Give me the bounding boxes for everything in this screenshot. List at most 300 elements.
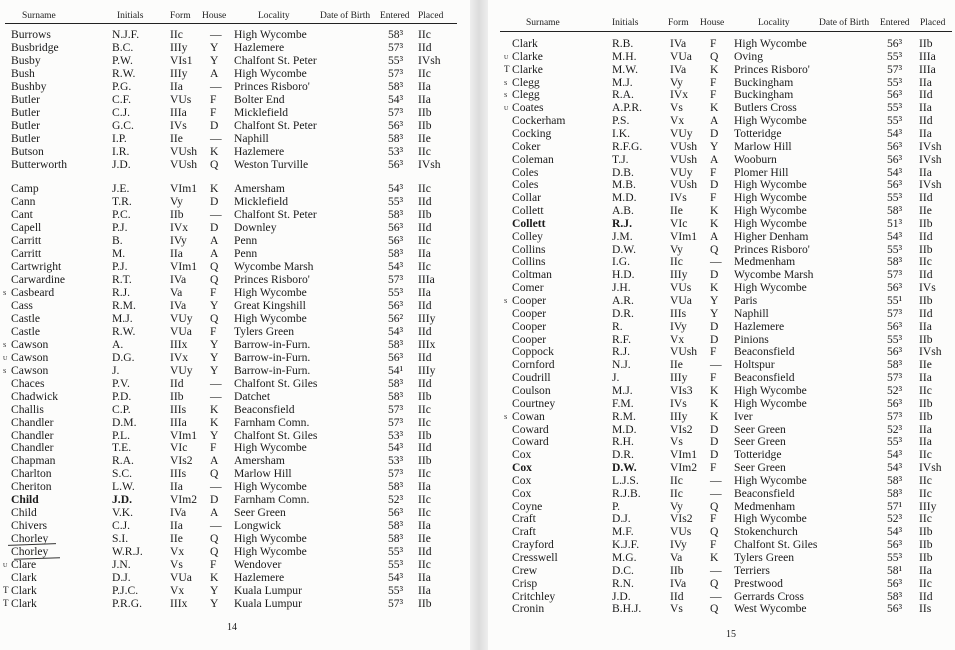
surname-cell: Child	[11, 493, 39, 507]
form-cell: VUy	[170, 311, 193, 325]
placed-cell: IVsh	[919, 461, 942, 475]
form-cell: IVy	[170, 234, 187, 248]
house-cell: D	[710, 319, 719, 333]
placed-cell: IIc	[418, 506, 431, 520]
register-row	[488, 410, 955, 423]
entered-cell: 57³	[388, 66, 404, 80]
register-row	[0, 106, 470, 119]
locality-cell: Buckingham	[734, 75, 794, 89]
initials-cell: D.R.	[612, 448, 634, 462]
surname-cell: Clarke	[512, 49, 543, 63]
initials-cell: D.C.	[612, 563, 634, 577]
register-row	[488, 512, 955, 525]
register-row	[488, 255, 955, 268]
house-cell: A	[210, 454, 219, 468]
initials-cell: M.J.	[112, 311, 133, 325]
surname-cell: Collins	[512, 242, 546, 256]
locality-cell: High Wycombe	[234, 311, 307, 325]
surname-cell: Chandler	[11, 441, 54, 455]
placed-cell: IVsh	[919, 178, 942, 192]
register-row	[0, 532, 470, 545]
placed-cell: IIb	[418, 428, 432, 442]
locality-cell: Seer Green	[734, 435, 786, 449]
form-cell: VIm1	[670, 229, 698, 243]
register-row	[0, 545, 470, 558]
locality-cell: High Wycombe	[734, 114, 807, 128]
locality-cell: Seer Green	[734, 461, 786, 475]
locality-cell: Gerrards Cross	[734, 589, 804, 603]
header-house: House	[202, 11, 227, 21]
initials-cell: P.C.	[112, 208, 131, 222]
form-cell: Vx	[670, 114, 685, 128]
register-row	[0, 234, 470, 247]
house-cell: Q	[710, 525, 719, 539]
initials-cell: S.I.	[112, 532, 129, 546]
form-cell: Vs	[670, 435, 683, 449]
header-house: House	[700, 18, 725, 28]
locality-cell: Chalfont St. Peter	[234, 118, 317, 132]
initials-cell: F.M.	[612, 396, 634, 410]
placed-cell: IIa	[418, 519, 431, 533]
register-row	[488, 500, 955, 513]
form-cell: IVy	[670, 538, 687, 552]
placed-cell: IId	[919, 88, 933, 102]
register-row	[488, 333, 955, 346]
placed-cell: IIb	[919, 551, 933, 564]
initials-cell: R.J.	[612, 216, 632, 230]
house-cell: Y	[210, 363, 219, 377]
placed-cell: IVsh	[418, 157, 441, 171]
entered-cell: 57³	[887, 409, 903, 423]
placed-cell: IId	[919, 191, 933, 205]
register-row	[488, 178, 955, 191]
locality-cell: Terriers	[734, 563, 770, 577]
surname-cell: Cornford	[512, 358, 555, 372]
house-cell: Y	[710, 306, 719, 320]
surname-cell: Cresswell	[512, 551, 558, 564]
locality-cell: Tylers Green	[734, 551, 795, 564]
register-row	[0, 41, 470, 54]
locality-cell: High Wycombe	[734, 473, 807, 487]
house-cell: —	[710, 486, 722, 500]
register-row	[488, 474, 955, 487]
placed-cell: IIc	[919, 486, 932, 500]
initials-cell: G.C.	[112, 118, 134, 132]
register-row	[488, 602, 955, 615]
entered-cell: 56³	[388, 118, 404, 132]
initials-cell: R.N.	[612, 576, 634, 590]
header-form: Form	[668, 18, 689, 28]
register-row	[488, 76, 955, 89]
entered-cell: 55³	[887, 435, 903, 449]
initials-cell: M.W.	[612, 62, 638, 76]
form-cell: VIs2	[170, 454, 193, 468]
house-cell: Y	[210, 350, 219, 364]
initials-cell: J.E.	[112, 182, 130, 196]
surname-cell: Castle	[11, 311, 40, 325]
register-row	[0, 260, 470, 273]
register-row	[0, 158, 470, 171]
locality-cell: High Wycombe	[734, 191, 807, 205]
surname-cell: Butler	[11, 105, 40, 119]
initials-cell: R.B.	[612, 37, 634, 50]
placed-cell: IVsh	[919, 139, 942, 153]
initials-cell: R.F.G.	[612, 139, 643, 153]
form-cell: VUs	[670, 281, 692, 295]
locality-cell: Amersham	[234, 454, 285, 468]
entered-cell: 53³	[388, 428, 404, 442]
initials-cell: L.J.S.	[612, 473, 639, 487]
locality-cell: Amersham	[234, 182, 285, 196]
register-row	[0, 377, 470, 390]
locality-cell: High Wycombe	[734, 512, 807, 526]
house-cell: F	[710, 75, 717, 89]
register-row	[0, 390, 470, 403]
locality-cell: Chalfont St. Giles	[734, 538, 818, 552]
house-cell: —	[710, 563, 722, 577]
register-row	[488, 204, 955, 217]
entered-cell: 55³	[388, 53, 404, 67]
header-locality: Locality	[758, 18, 790, 28]
locality-cell: Plomer Hill	[734, 165, 789, 179]
form-cell: VIm1	[670, 448, 698, 462]
surname-cell: Charlton	[11, 467, 52, 481]
register-row	[488, 230, 955, 243]
locality-cell: Medmenham	[734, 499, 796, 513]
house-cell: —	[710, 358, 722, 372]
house-cell: Q	[210, 311, 219, 325]
locality-cell: Buckingham	[734, 88, 794, 102]
surname-cell: Cox	[512, 448, 532, 462]
placed-cell: IIIy	[919, 499, 937, 513]
register-row	[0, 286, 470, 299]
entered-cell: 58³	[887, 255, 903, 269]
form-cell: VUsh	[170, 144, 198, 158]
locality-cell: Hazlemere	[234, 40, 285, 54]
form-cell: IIe	[170, 532, 183, 546]
locality-cell: Hazlemere	[234, 144, 285, 158]
placed-cell: IIc	[418, 558, 431, 571]
form-cell: IVx	[170, 350, 189, 364]
initials-cell: D.R.	[612, 306, 634, 320]
form-cell: Vs	[170, 558, 183, 571]
entered-cell: 54³	[388, 570, 404, 584]
header-rule	[500, 31, 952, 32]
entered-cell: 54¹	[388, 363, 404, 377]
entered-cell: 58¹	[887, 563, 903, 577]
placed-cell: IIb	[418, 118, 432, 132]
initials-cell: R.T.	[112, 273, 132, 287]
surname-cell: Butterworth	[11, 157, 68, 171]
initials-cell: J.	[112, 363, 120, 377]
surname-cell: Cawson	[11, 337, 49, 351]
locality-cell: Micklefield	[234, 105, 289, 119]
locality-cell: Seer Green	[234, 506, 286, 520]
initials-cell: P.J.C.	[112, 583, 139, 597]
house-cell: F	[710, 88, 717, 102]
register-row	[488, 307, 955, 320]
locality-cell: Stokenchurch	[734, 525, 798, 539]
house-cell: Y	[210, 428, 219, 442]
initials-cell: I.G.	[612, 255, 631, 269]
house-cell: Y	[710, 294, 719, 307]
register-row	[488, 217, 955, 230]
house-cell: —	[710, 255, 722, 269]
book-gutter	[470, 0, 488, 650]
placed-cell: IIc	[919, 255, 932, 269]
initials-cell: R.A.	[612, 88, 634, 102]
locality-cell: Princes Risboro'	[234, 79, 310, 93]
register-row	[0, 221, 470, 234]
form-cell: IId	[670, 589, 684, 603]
entered-cell: 54³	[887, 165, 903, 179]
status-prefix: u	[3, 351, 8, 362]
house-cell: D	[710, 448, 719, 462]
register-row	[0, 28, 470, 41]
form-cell: Vx	[170, 583, 185, 597]
locality-cell: Chalfont St. Peter	[234, 53, 317, 67]
entered-cell: 55³	[388, 195, 404, 209]
locality-cell: Wooburn	[734, 152, 777, 166]
form-cell: VUa	[170, 570, 192, 584]
entered-cell: 54³	[887, 229, 903, 243]
locality-cell: Princes Risboro'	[734, 62, 810, 76]
form-cell: IIIs	[170, 467, 187, 481]
placed-cell: IIa	[418, 286, 431, 300]
placed-cell: IIb	[418, 105, 432, 119]
placed-cell: IIc	[418, 144, 431, 158]
placed-cell: IIb	[919, 538, 933, 552]
entered-cell: 54³	[388, 182, 404, 196]
status-prefix: T	[504, 63, 510, 74]
register-row	[0, 416, 470, 429]
initials-cell: A.B.	[612, 204, 634, 218]
initials-cell: P.S.	[612, 114, 630, 128]
placed-cell: IIa	[919, 165, 932, 179]
register-row	[0, 299, 470, 312]
entered-cell: 55³	[887, 242, 903, 256]
initials-cell: M.H.	[612, 49, 637, 63]
surname-cell: Chorley	[11, 532, 49, 546]
entered-cell: 54³	[388, 441, 404, 455]
entered-cell: 58³	[887, 473, 903, 487]
register-row	[488, 50, 955, 63]
house-cell: K	[210, 402, 219, 416]
house-cell: D	[710, 422, 719, 436]
form-cell: Va	[670, 551, 683, 564]
status-prefix: s	[504, 89, 508, 100]
form-cell: VUy	[670, 126, 693, 140]
house-cell: Q	[210, 260, 219, 274]
form-cell: Vy	[670, 75, 683, 89]
placed-cell: IIc	[418, 28, 431, 41]
house-cell: K	[210, 144, 219, 158]
header-placed: Placed	[920, 18, 946, 28]
form-cell: Va	[170, 286, 183, 300]
form-cell: IIa	[170, 79, 183, 93]
form-cell: Vs	[670, 101, 683, 115]
header-dob: Date of Birth	[819, 18, 870, 28]
house-cell: —	[710, 589, 722, 603]
entered-cell: 57³	[887, 62, 903, 76]
house-cell: A	[210, 66, 219, 80]
house-cell: D	[210, 195, 219, 209]
placed-cell: IIb	[919, 396, 933, 410]
surname-cell: Chandler	[11, 415, 54, 429]
placed-cell: IIb	[418, 454, 432, 468]
entered-cell: 56³	[887, 602, 903, 616]
register-row	[488, 88, 955, 101]
placed-cell: IIIa	[919, 49, 936, 63]
form-cell: IVa	[670, 62, 687, 76]
locality-cell: Higher Denham	[734, 229, 809, 243]
form-cell: IIIx	[170, 337, 188, 351]
header-entered: Entered	[380, 11, 410, 21]
locality-cell: Beaconsfield	[734, 371, 795, 385]
surname-cell: Clark	[11, 570, 37, 584]
entered-cell: 54³	[887, 448, 903, 462]
surname-cell: Collar	[512, 191, 541, 205]
status-prefix: T	[3, 584, 9, 595]
placed-cell: IIa	[919, 563, 932, 577]
entered-cell: 57³	[887, 306, 903, 320]
placed-cell: IIb	[919, 242, 933, 256]
placed-cell: IIa	[919, 101, 932, 115]
surname-cell: Clark	[512, 37, 538, 50]
surname-cell: Cant	[11, 208, 33, 222]
house-cell: F	[710, 165, 717, 179]
entered-cell: 58³	[388, 337, 404, 351]
initials-cell: B.C.	[112, 40, 134, 54]
placed-cell: IIc	[418, 493, 431, 507]
locality-cell: Chalfont St. Peter	[234, 208, 317, 222]
entered-cell: 56³	[887, 37, 903, 50]
house-cell: —	[210, 480, 222, 494]
form-cell: IIIa	[170, 415, 187, 429]
register-row	[488, 153, 955, 166]
surname-cell: Craft	[512, 512, 536, 526]
locality-cell: High Wycombe	[234, 545, 307, 559]
locality-cell: Beaconsfield	[734, 345, 795, 359]
register-row	[0, 364, 470, 377]
placed-cell: IId	[418, 350, 432, 364]
initials-cell: D.J.	[112, 570, 131, 584]
surname-cell: Critchley	[512, 589, 556, 603]
surname-cell: Castle	[11, 324, 40, 338]
register-row	[488, 281, 955, 294]
surname-cell: Crisp	[512, 576, 538, 590]
entered-cell: 56³	[887, 88, 903, 102]
surname-cell: Cockerham	[512, 114, 566, 128]
surname-cell: Butler	[11, 92, 40, 106]
placed-cell: IIc	[418, 234, 431, 248]
entered-cell: 58³	[388, 208, 404, 222]
register-row	[488, 37, 955, 50]
surname-cell: Chadwick	[11, 389, 59, 403]
house-cell: —	[210, 208, 222, 222]
initials-cell: R.A.	[112, 454, 134, 468]
placed-cell: IId	[418, 324, 432, 338]
form-cell: IIIy	[170, 66, 188, 80]
header-form: Form	[170, 11, 191, 21]
surname-cell: Butler	[11, 118, 40, 132]
locality-cell: Datchet	[234, 389, 271, 403]
locality-cell: High Wycombe	[734, 216, 807, 230]
entered-cell: 55³	[887, 75, 903, 89]
locality-cell: High Wycombe	[234, 28, 307, 41]
entered-cell: 55³	[388, 286, 404, 300]
header-rule	[5, 23, 457, 24]
house-cell: A	[210, 506, 219, 520]
register-row	[488, 294, 955, 307]
status-prefix: u	[504, 102, 509, 113]
initials-cell: C.F.	[112, 92, 132, 106]
register-row	[488, 448, 955, 461]
placed-cell: IVsh	[919, 345, 942, 359]
register-row	[488, 243, 955, 256]
surname-cell: Bushby	[11, 79, 47, 93]
placed-cell: IIc	[418, 415, 431, 429]
entered-cell: 58³	[388, 131, 404, 145]
placed-cell: IIc	[418, 402, 431, 416]
surname-cell: Collins	[512, 255, 546, 269]
entered-cell: 56³	[887, 538, 903, 552]
form-cell: IVs	[170, 118, 187, 132]
surname-cell: Cooper	[512, 306, 547, 320]
surname-cell: Cawson	[11, 350, 49, 364]
form-cell: VUsh	[670, 345, 698, 359]
locality-cell: Hazlemere	[234, 570, 285, 584]
initials-cell: D.M.	[112, 415, 137, 429]
house-cell: Q	[210, 467, 219, 481]
initials-cell: J.D.	[112, 157, 131, 171]
register-row	[0, 338, 470, 351]
initials-cell: J.	[612, 371, 620, 385]
house-cell: D	[710, 178, 719, 192]
locality-cell: Beaconsfield	[234, 402, 295, 416]
surname-cell: Coudrill	[512, 371, 551, 385]
form-cell: VUs	[670, 525, 692, 539]
form-cell: Vy	[170, 195, 183, 209]
locality-cell: High Wycombe	[734, 396, 807, 410]
surname-cell: Cass	[11, 299, 33, 312]
register-row	[0, 93, 470, 106]
initials-cell: B.H.J.	[612, 602, 642, 616]
initials-cell: D.B.	[612, 165, 634, 179]
locality-cell: Marlow Hill	[234, 467, 292, 481]
form-cell: Vs	[670, 602, 683, 616]
register-row	[488, 461, 955, 474]
initials-cell: C.P.	[112, 402, 131, 416]
locality-cell: Barrow-in-Furn.	[234, 350, 311, 364]
house-cell: D	[210, 493, 219, 507]
locality-cell: Chalfont St. Giles	[234, 376, 318, 390]
locality-cell: West Wycombe	[734, 602, 807, 616]
entered-cell: 54³	[887, 461, 903, 475]
initials-cell: P.G.	[112, 79, 132, 93]
locality-cell: High Wycombe	[234, 532, 307, 546]
initials-cell: T.R.	[112, 195, 132, 209]
surname-cell: Clark	[11, 583, 37, 597]
house-cell: Y	[210, 40, 219, 54]
surname-cell: Clare	[11, 558, 37, 571]
surname-cell: Coker	[512, 139, 541, 153]
surname-cell: Chorley	[11, 545, 49, 559]
placed-cell: IIIx	[418, 337, 436, 351]
surname-cell: Clegg	[512, 88, 540, 102]
form-cell: VIs3	[670, 383, 693, 397]
initials-cell: P.J.	[112, 260, 128, 274]
